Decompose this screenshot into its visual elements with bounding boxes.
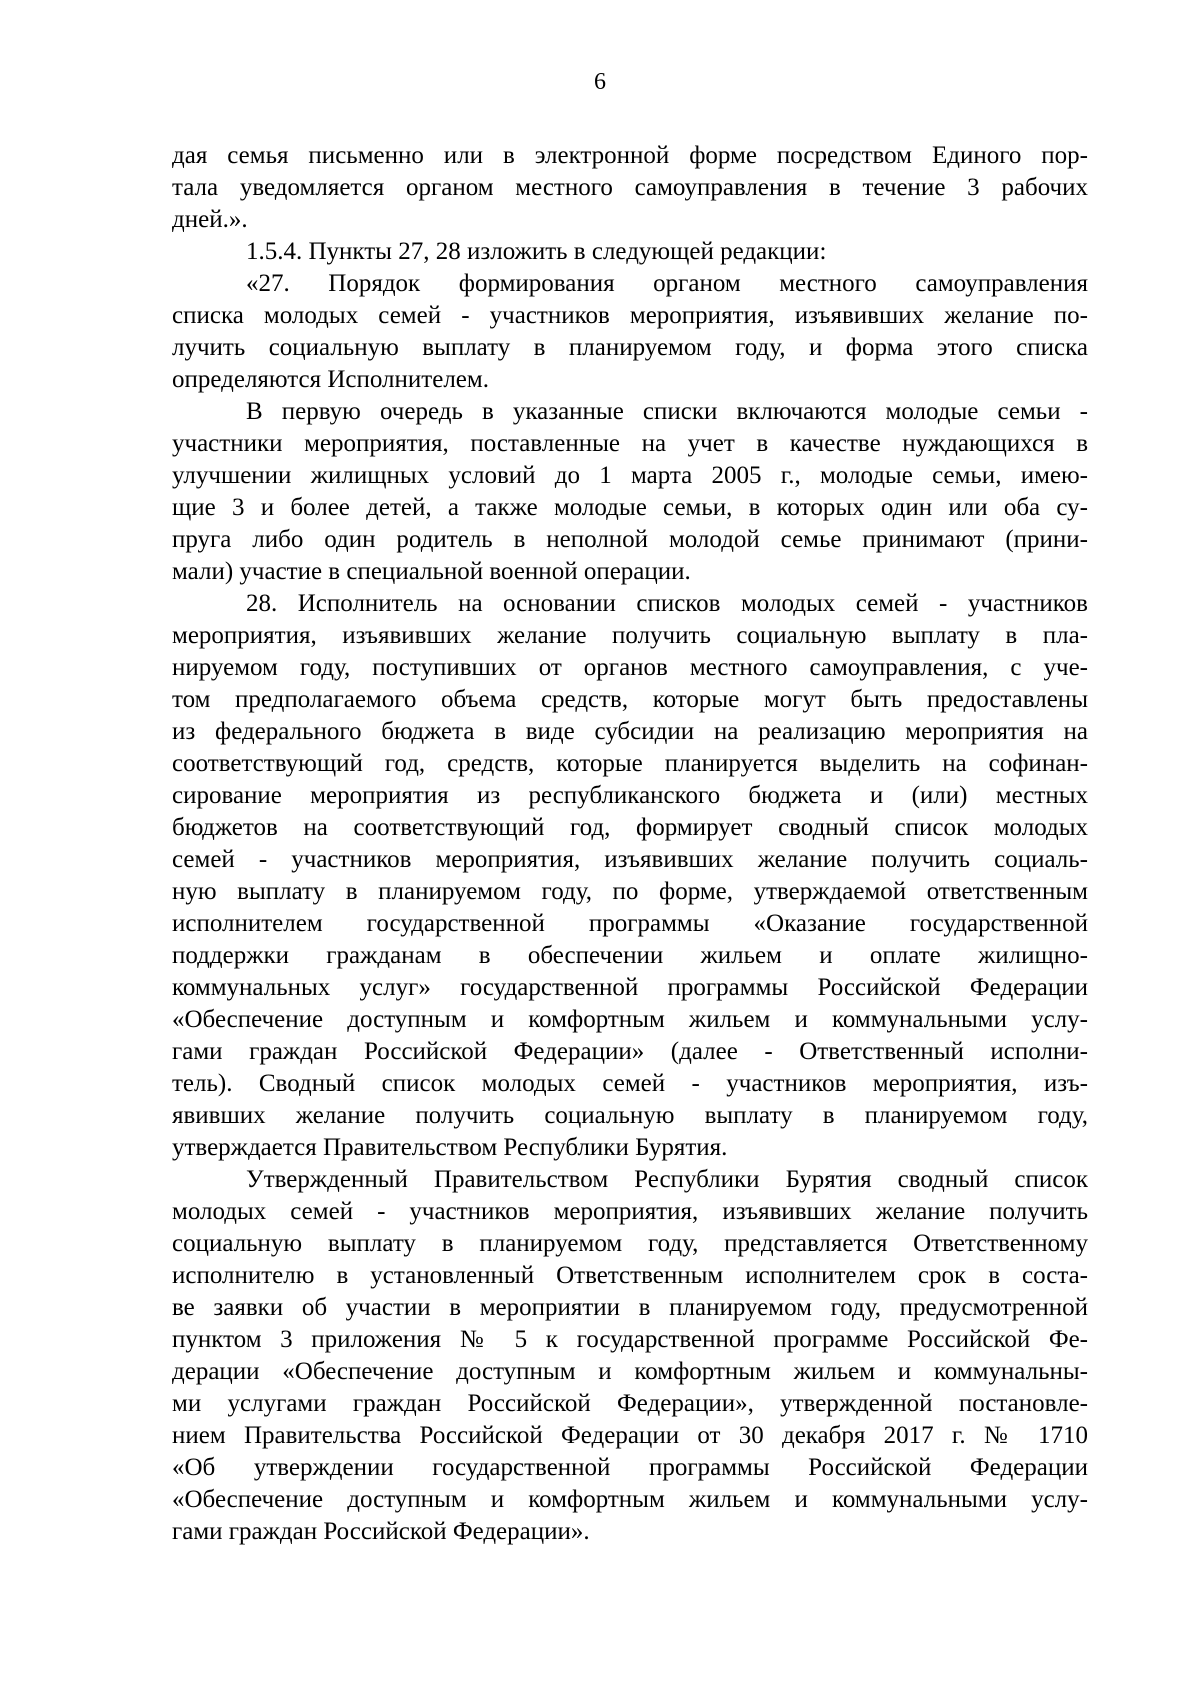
text-line: бюджетов на соответствующий год, формирует сводный список молодых [172, 814, 1088, 841]
text-line: тель). Сводный список молодых семей - участников мероприятия, изъ- [172, 1070, 1088, 1097]
text-line: из федерального бюджета в виде субсидии на реализацию мероприятия на [172, 718, 1088, 745]
text-line: 28. Исполнитель на основании списков молодых семей - участников [246, 590, 1088, 617]
text-line: соответствующий год, средств, которые планируется выделить на софинан- [172, 750, 1088, 777]
text-line: дерации «Обеспечение доступным и комфортным жильем и коммунальны- [172, 1358, 1088, 1385]
text-line: семей - участников мероприятия, изъявивших желание получить социаль- [172, 846, 1088, 873]
text-line: определяются Исполнителем. [172, 366, 489, 393]
text-line: коммунальных услуг» государственной программы Российской Федерации [172, 974, 1088, 1001]
text-line: дая семья письменно или в электронной форме посредством Единого пор- [172, 142, 1088, 169]
text-line: мали) участие в специальной военной операции. [172, 558, 691, 585]
text-line: пунктом 3 приложения № 5 к государственной программе Российской Фе- [172, 1326, 1088, 1353]
text-line: том предполагаемого объема средств, которые могут быть предоставлены [172, 686, 1088, 713]
text-line: исполнителю в установленный Ответственным исполнителем срок в соста- [172, 1262, 1088, 1289]
text-line: «Обеспечение доступным и комфортным жильем и коммунальными услу- [172, 1486, 1088, 1513]
text-line: «Об утверждении государственной программы Российской Федерации [172, 1454, 1088, 1481]
text-line: 1.5.4. Пункты 27, 28 изложить в следующей редакции: [246, 238, 827, 265]
text-line: исполнителем государственной программы «Оказание государственной [172, 910, 1088, 937]
text-line: нием Правительства Российской Федерации от 30 декабря 2017 г. № 1710 [172, 1422, 1088, 1449]
text-line: мероприятия, изъявивших желание получить социальную выплату в пла- [172, 622, 1088, 649]
text-line: списка молодых семей - участников мероприятия, изъявивших желание по- [172, 302, 1088, 329]
paragraph [172, 236, 1088, 268]
text-line: гами граждан Российской Федерации» (далее - Ответственный исполни- [172, 1038, 1088, 1065]
text-line: ми услугами граждан Российской Федерации», утвержденной постановле- [172, 1390, 1088, 1417]
text-line: «27. Порядок формирования органом местного самоуправления [246, 270, 1088, 297]
paragraph [172, 396, 1088, 588]
text-line: щие 3 и более детей, а также молодые семьи, в которых один или оба су- [172, 494, 1088, 521]
text-line: поддержки гражданам в обеспечении жильем и оплате жилищно- [172, 942, 1088, 969]
text-line: улучшении жилищных условий до 1 марта 2005 г., молодые семьи, имею- [172, 462, 1088, 489]
document-body [172, 140, 1088, 1548]
paragraph [172, 140, 1088, 236]
text-line: утверждается Правительством Республики Бурятия. [172, 1134, 728, 1161]
text-line: сирование мероприятия из республиканского бюджета и (или) местных [172, 782, 1088, 809]
text-line: участники мероприятия, поставленные на учет в качестве нуждающихся в [172, 430, 1088, 457]
text-line: «Обеспечение доступным и комфортным жильем и коммунальными услу- [172, 1006, 1088, 1033]
text-line: лучить социальную выплату в планируемом году, и форма этого списка [172, 334, 1088, 361]
text-line: В первую очередь в указанные списки включаются молодые семьи - [246, 398, 1088, 425]
text-line: тала уведомляется органом местного самоуправления в течение 3 рабочих [172, 174, 1088, 201]
text-line: явивших желание получить социальную выплату в планируемом году, [172, 1102, 1088, 1129]
text-line: Утвержденный Правительством Республики Бурятия сводный список [246, 1166, 1088, 1193]
page-number: 6 [594, 69, 606, 95]
text-line: дней.». [172, 206, 248, 233]
text-line: нируемом году, поступивших от органов местного самоуправления, с уче- [172, 654, 1088, 681]
paragraph [172, 1164, 1088, 1548]
text-line: ве заявки об участии в мероприятии в планируемом году, предусмотренной [172, 1294, 1088, 1321]
paragraph [172, 588, 1088, 1164]
text-line: гами граждан Российской Федерации». [172, 1518, 590, 1545]
text-line: молодых семей - участников мероприятия, изъявивших желание получить [172, 1198, 1088, 1225]
paragraph [172, 268, 1088, 396]
text-line: ную выплату в планируемом году, по форме, утверждаемой ответственным [172, 878, 1088, 905]
text-line: пруга либо один родитель в неполной молодой семье принимают (прини- [172, 526, 1088, 553]
text-line: социальную выплату в планируемом году, представляется Ответственному [172, 1230, 1088, 1257]
